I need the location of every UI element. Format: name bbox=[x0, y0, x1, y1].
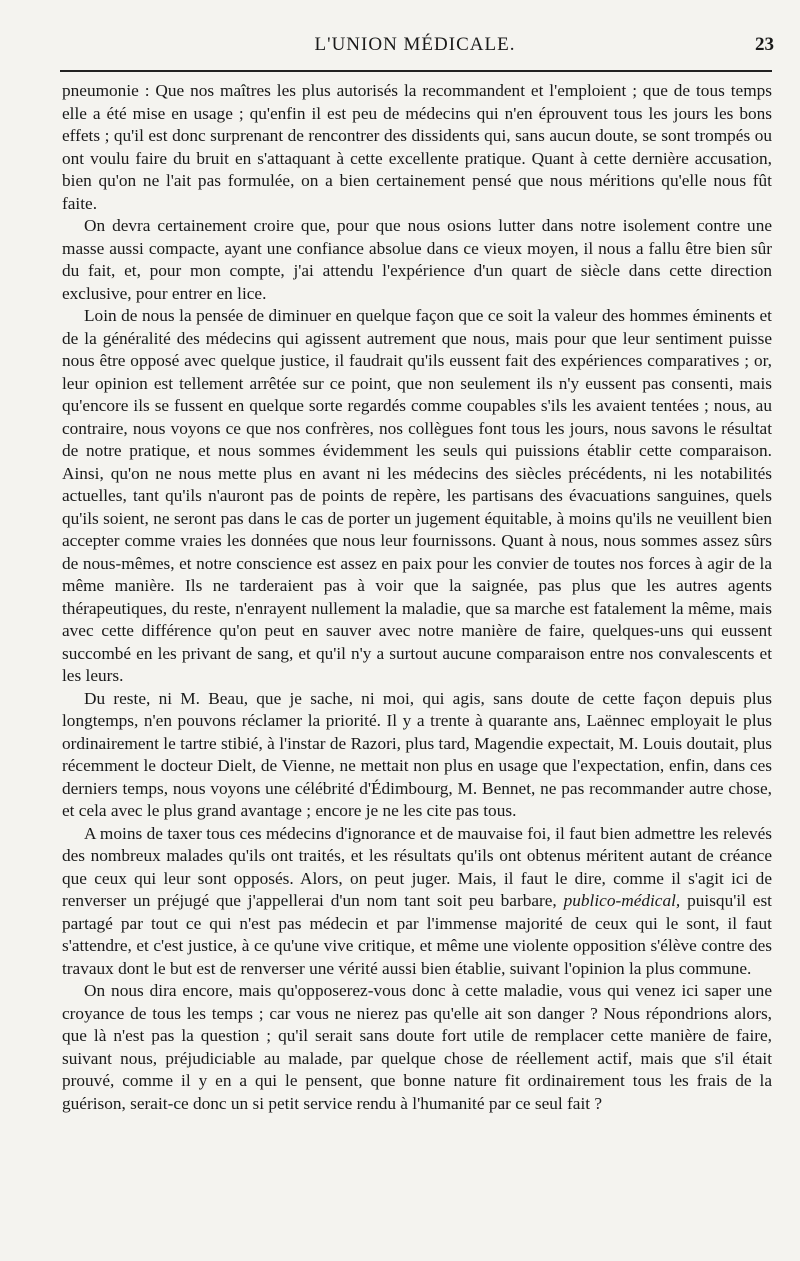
paragraph-text: A moins de taxer tous ces médecins d'ignorance et de mauvaise foi, il faut bien admettre les relevés des nombreux malades qu'ils ont traités, et les résultats qu'ils ont obtenus méritent autant de créance que ceux qui leur sont opposés. Alors, on peut juger. Mais, il faut le dire, comme il s'agit ici de renverser un préjugé que j'appellerai d'un nom tant soit peu barbare, bbox=[62, 823, 772, 910]
running-title: L'UNION MÉDICALE. bbox=[314, 34, 516, 55]
page-number: 23 bbox=[755, 34, 774, 55]
header-rule bbox=[60, 70, 772, 72]
paragraph bbox=[62, 823, 772, 981]
paragraph: Du reste, ni M. Beau, que je sache, ni moi, qui agis, sans doute de cette façon depuis plus longtemps, n'en pouvons réclamer la priorité. Il y a trente à quarante ans, Laënnec employait le plus ordinairement le tartre stibié, à l'instar de Razori, plus tard, Magendie expectait, M. Louis doutait, plus récemment le docteur Dielt, de Vienne, ne mettait non plus en usage que l'expectation, enfin, dans ces derniers temps, nous voyons une célébrité d'Édimbourg, M. Bennet, ne pas recommander autre chose, et cela avec le plus grand avantage ; encore je ne les cite pas tous. bbox=[62, 688, 772, 820]
paragraph: On devra certainement croire que, pour que nous osions lutter dans notre isolement contre une masse aussi compacte, ayant une confiance absolue dans ce vieux moyen, il nous a fallu être bien sûr du fait, et, pour mon compte, j'ai attendu l'expérience d'un quart de siècle dans cette direction exclusive, pour entrer en lice. bbox=[62, 216, 772, 303]
paragraph: pneumonie : Que nos maîtres les plus autorisés la recommandent et l'emploient ; que de tous temps elle a été mise en usage ; qu'enfin il est peu de médecins qui n'en éprouvent tous les jours les bons effets ; qu'il est donc surprenant de rencontrer des dissidents qui, sans aucun doute, se sont trompés ou ont voulu faire du bruit en s'attaquant à cette excellente pratique. Quant à cette dernière accusation, bien qu'on ne l'ait pas formulée, on a bien certainement pensé que nous méritions qu'elle nous fût faite. bbox=[62, 81, 772, 213]
paragraph: Loin de nous la pensée de diminuer en quelque façon que ce soit la valeur des hommes éminents et de la généralité des médecins qui agissent autrement que nous, mais pour que leur sentiment puisse nous être opposé avec quelque justice, il faudrait qu'ils eussent fait des expériences comparatives ; or, leur opinion est tellement arrêtée sur ce point, que non seulement ils n'y eussent pas consenti, mais qu'encore ils se fussent en quelque sorte regardés comme coupables s'ils les avaient tentées ; nous, au contraire, nous voyons ce que nos confrères, nos collègues font tous les jours, nous savons le résultat de notre pratique, et nous sommes évidemment les seuls qui puissions établir cette comparaison. Ainsi, qu'on ne nous mette plus en avant ni les médecins des siècles précédents, ni les notabilités actuelles, tant qu'ils n'auront pas de points de repère, les partisans des évacuations sanguines, quels qu'ils soient, ne seront pas dans le cas de porter un jugement équitable, à moins qu'ils ne veuillent bien accepter comme vraies les données que nous leur fournissons. Quant à nous, nous sommes assez sûrs de nous-mêmes, et notre conscience est assez en paix pour les convier de toutes nos forces à agir de la même manière. Ils ne tarderaient pas à voir que la saignée, pas plus que les autres agents thérapeutiques, du reste, n'enrayent nullement la maladie, que sa marche est fatalement la même, mais avec cette différence qu'on peut en sauver avec notre manière de faire, quelques-uns qui eussent succombé en les privant de sang, et qu'il n'y a surtout aucune comparaison entre nos convalescents et les leurs. bbox=[62, 306, 772, 685]
italic-term: publico-médical, bbox=[563, 891, 681, 910]
article-body bbox=[62, 80, 772, 1115]
paragraph: On nous dira encore, mais qu'opposerez-vous donc à cette maladie, vous qui venez ici saper une croyance de tous les temps ; car vous ne nierez pas qu'elle ait son danger ? Nous répondrions alors, que là n'est pas la question ; qu'il serait sans doute fort utile de remplacer cette manière de faire, suivant nous, préjudiciable au malade, par quelque chose de réellement actif, mais que s'il était prouvé, comme il y en a qui le pensent, que bonne nature fit ordinairement tous les frais de la guérison, serait-ce donc un si petit service rendu à l'humanité par ce seul fait ? bbox=[62, 981, 772, 1113]
paragraph-text: puisqu'il est partagé par tout ce qui n'est pas médecin et par l'immense majorité de ceux qui le sont, il faut s'attendre, et c'est justice, à ce qu'une vive critique, et même une violente opposition s'élève contre des travaux dont le but est de renverser une vérité aussi bien établie, suivant l'opinion la plus commune. bbox=[62, 891, 772, 978]
page-header bbox=[60, 30, 774, 60]
